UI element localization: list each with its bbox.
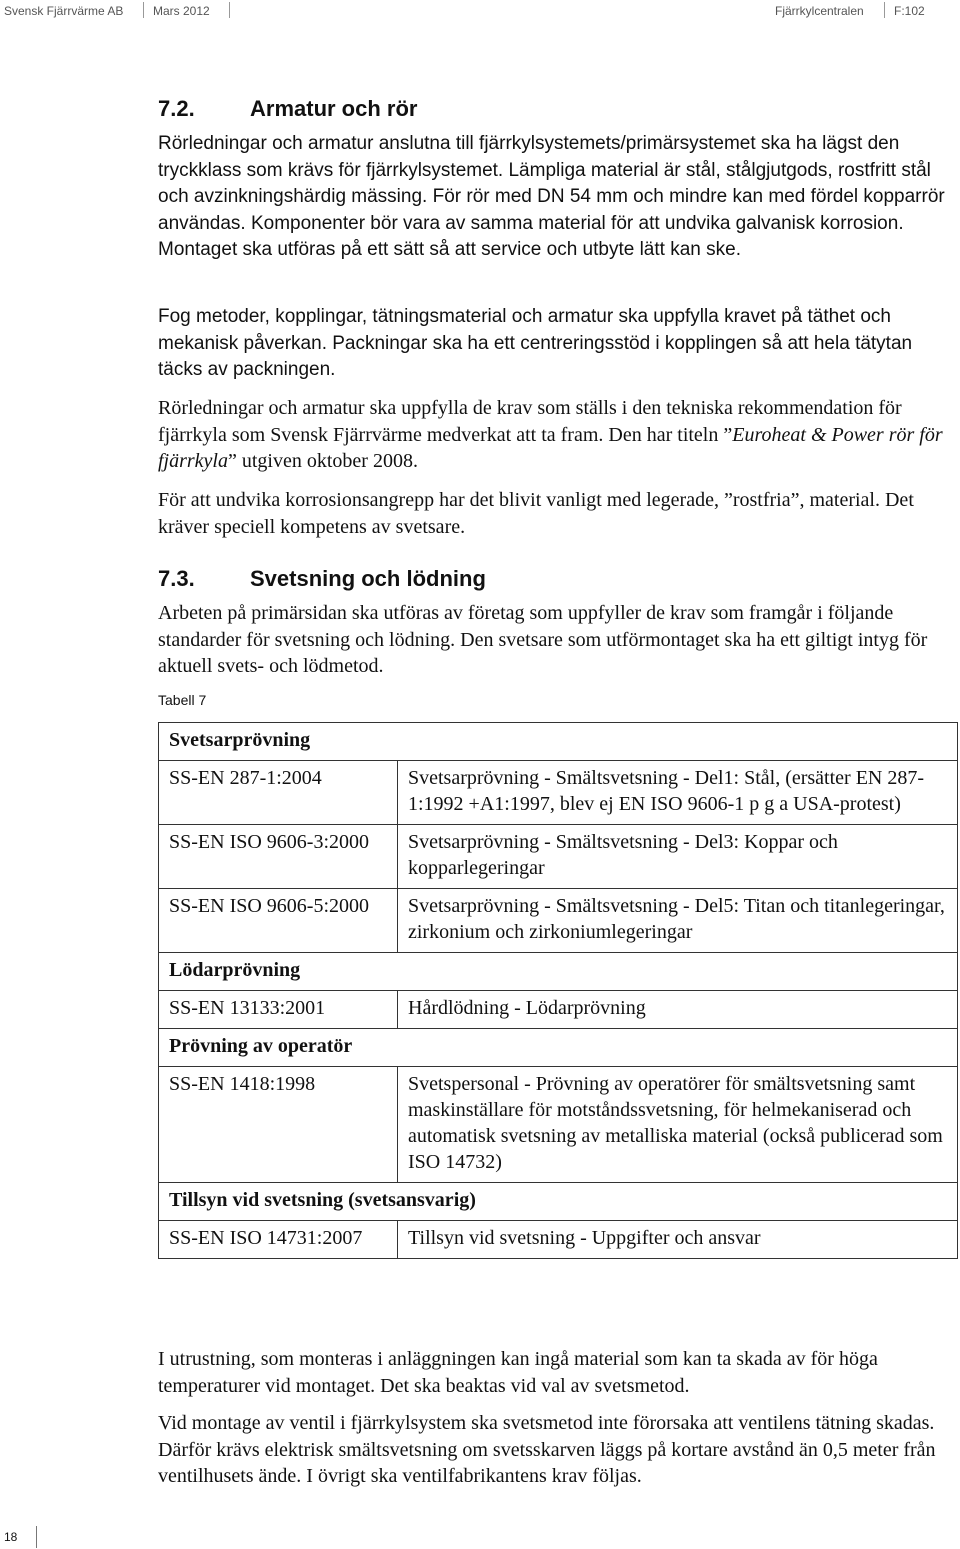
table-section-title: Tillsyn vid svetsning (svetsansvarig) xyxy=(159,1183,958,1221)
standard-code: SS-EN 13133:2001 xyxy=(159,991,398,1029)
table-row xyxy=(159,761,958,825)
table-caption: Tabell 7 xyxy=(158,692,207,708)
paragraph-text: ” utgiven oktober 2008. xyxy=(228,450,418,472)
table-row xyxy=(159,889,958,953)
paragraph: Arbeten på primärsidan ska utföras av företag som uppfyller de krav som framgår i följande standarder för svetsning och lödning. Den svetsare som utförmontaget ska ha ett giltigt intyg för aktuell svets- och lödmetod. xyxy=(158,602,928,677)
standard-code: SS-EN ISO 14731:2007 xyxy=(159,1221,398,1259)
standard-code: SS-EN 287-1:2004 xyxy=(159,761,398,825)
paragraph: Vid montage av ventil i fjärrkylsystem ska svetsmetod inte förorsaka att ventilens tätning skadas. Därför krävs elektrisk smältsvetsning om svetsskarven läggs på kortare avstånd än 0,5 meter från ventilhusets ände. I övrigt ska ventilfabrikantens krav följas. xyxy=(158,1412,936,1487)
table-section-row xyxy=(159,1029,958,1067)
standard-description: Svetsarprövning - Smältsvetsning - Del3: Koppar och kopparlegeringar xyxy=(398,825,958,889)
header-divider xyxy=(229,2,230,18)
table-section-title: Svetsarprövning xyxy=(159,723,958,761)
table-row xyxy=(159,825,958,889)
standard-description: Svetspersonal - Prövning av operatörer för smältsvetsning samt maskinställare för motståndssvetsning, för helmekaniserad och automatisk svetsning av metalliska material (också publicerad som ISO 14732) xyxy=(398,1067,958,1183)
standard-code: SS-EN ISO 9606-3:2000 xyxy=(159,825,398,889)
section-heading-7-2 xyxy=(158,96,417,122)
paragraph-text: Rörledningar och armatur ska uppfylla de krav som ställs i den tekniska rekommendation för fjärrkyla som Svensk Fjärrvärme medverkat att ta fram. Den har titeln ” xyxy=(158,397,902,446)
section-heading-7-3 xyxy=(158,566,486,592)
standard-description: Tillsyn vid svetsning - Uppgifter och ansvar xyxy=(398,1221,958,1259)
header-company: Svensk Fjärrvärme AB xyxy=(4,4,124,18)
header-divider xyxy=(884,2,885,18)
page-number: 18 xyxy=(4,1530,18,1544)
header-code: F:102 xyxy=(894,4,925,18)
section-title: Svetsning och lödning xyxy=(250,566,486,591)
table-section-title: Prövning av operatör xyxy=(159,1029,958,1067)
standards-table xyxy=(158,722,958,1259)
standard-description: Hårdlödning - Lödarprövning xyxy=(398,991,958,1029)
table-section-row xyxy=(159,1183,958,1221)
paragraph xyxy=(158,395,948,475)
header-date: Mars 2012 xyxy=(153,4,210,18)
table-section-title: Lödarprövning xyxy=(159,953,958,991)
standard-description: Svetsarprövning - Smältsvetsning - Del1: Stål, (ersätter EN 287-1:1992 +A1:1997, blev ej EN ISO 9606-1 p g a USA-protest) xyxy=(398,761,958,825)
standard-description: Svetsarprövning - Smältsvetsning - Del5: Titan och titanlegeringar, zirkonium och zirkoniumlegeringar xyxy=(398,889,958,953)
header-report: Fjärrkylcentralen xyxy=(775,4,864,18)
page-header xyxy=(0,0,960,22)
section-number: 7.3. xyxy=(158,566,195,591)
footer-divider xyxy=(36,1526,37,1548)
section-title: Armatur och rör xyxy=(250,96,418,121)
section-number: 7.2. xyxy=(158,96,195,121)
table-row xyxy=(159,1067,958,1183)
document-title: Euroheat & Power rör för fjärrkyla xyxy=(158,423,943,472)
paragraph: För att undvika korrosionsangrepp har det blivit vanligt med legerade, ”rostfria”, material. Det kräver speciell kompetens av svetsare. xyxy=(158,489,914,538)
table-row xyxy=(159,991,958,1029)
paragraph: Rörledningar och armatur anslutna till fjärrkylsystemets/primärsystemet ska ha lägst den tryckklass som krävs för fjärrkylsystemet. Lämpliga material är stål, stålgjutgods, rostfritt stål och avzinkningshärdig mässing. För rör med DN 54 mm och mindre kan med fördel kopparrör användas. Komponenter bör vara av samma material för att undvika galvanisk korrosion. Montaget ska utföras på ett sätt så att service och utbyte lätt kan ske. xyxy=(158,133,945,260)
paragraph: Fog metoder, kopplingar, tätningsmaterial och armatur ska uppfylla kravet på täthet och mekanisk påverkan. Packningar ska ha ett centreringsstöd i kopplingen så att hela tätytan täcks av packningen. xyxy=(158,306,913,380)
standard-code: SS-EN 1418:1998 xyxy=(159,1067,398,1183)
standard-code: SS-EN ISO 9606-5:2000 xyxy=(159,889,398,953)
table-section-row xyxy=(159,953,958,991)
paragraph: I utrustning, som monteras i anläggningen kan ingå material som kan ta skada av för höga temperaturer vid montaget. Det ska beaktas vid val av svetsmetod. xyxy=(158,1348,878,1397)
header-divider xyxy=(143,2,144,18)
table-section-row xyxy=(159,723,958,761)
table-row xyxy=(159,1221,958,1259)
